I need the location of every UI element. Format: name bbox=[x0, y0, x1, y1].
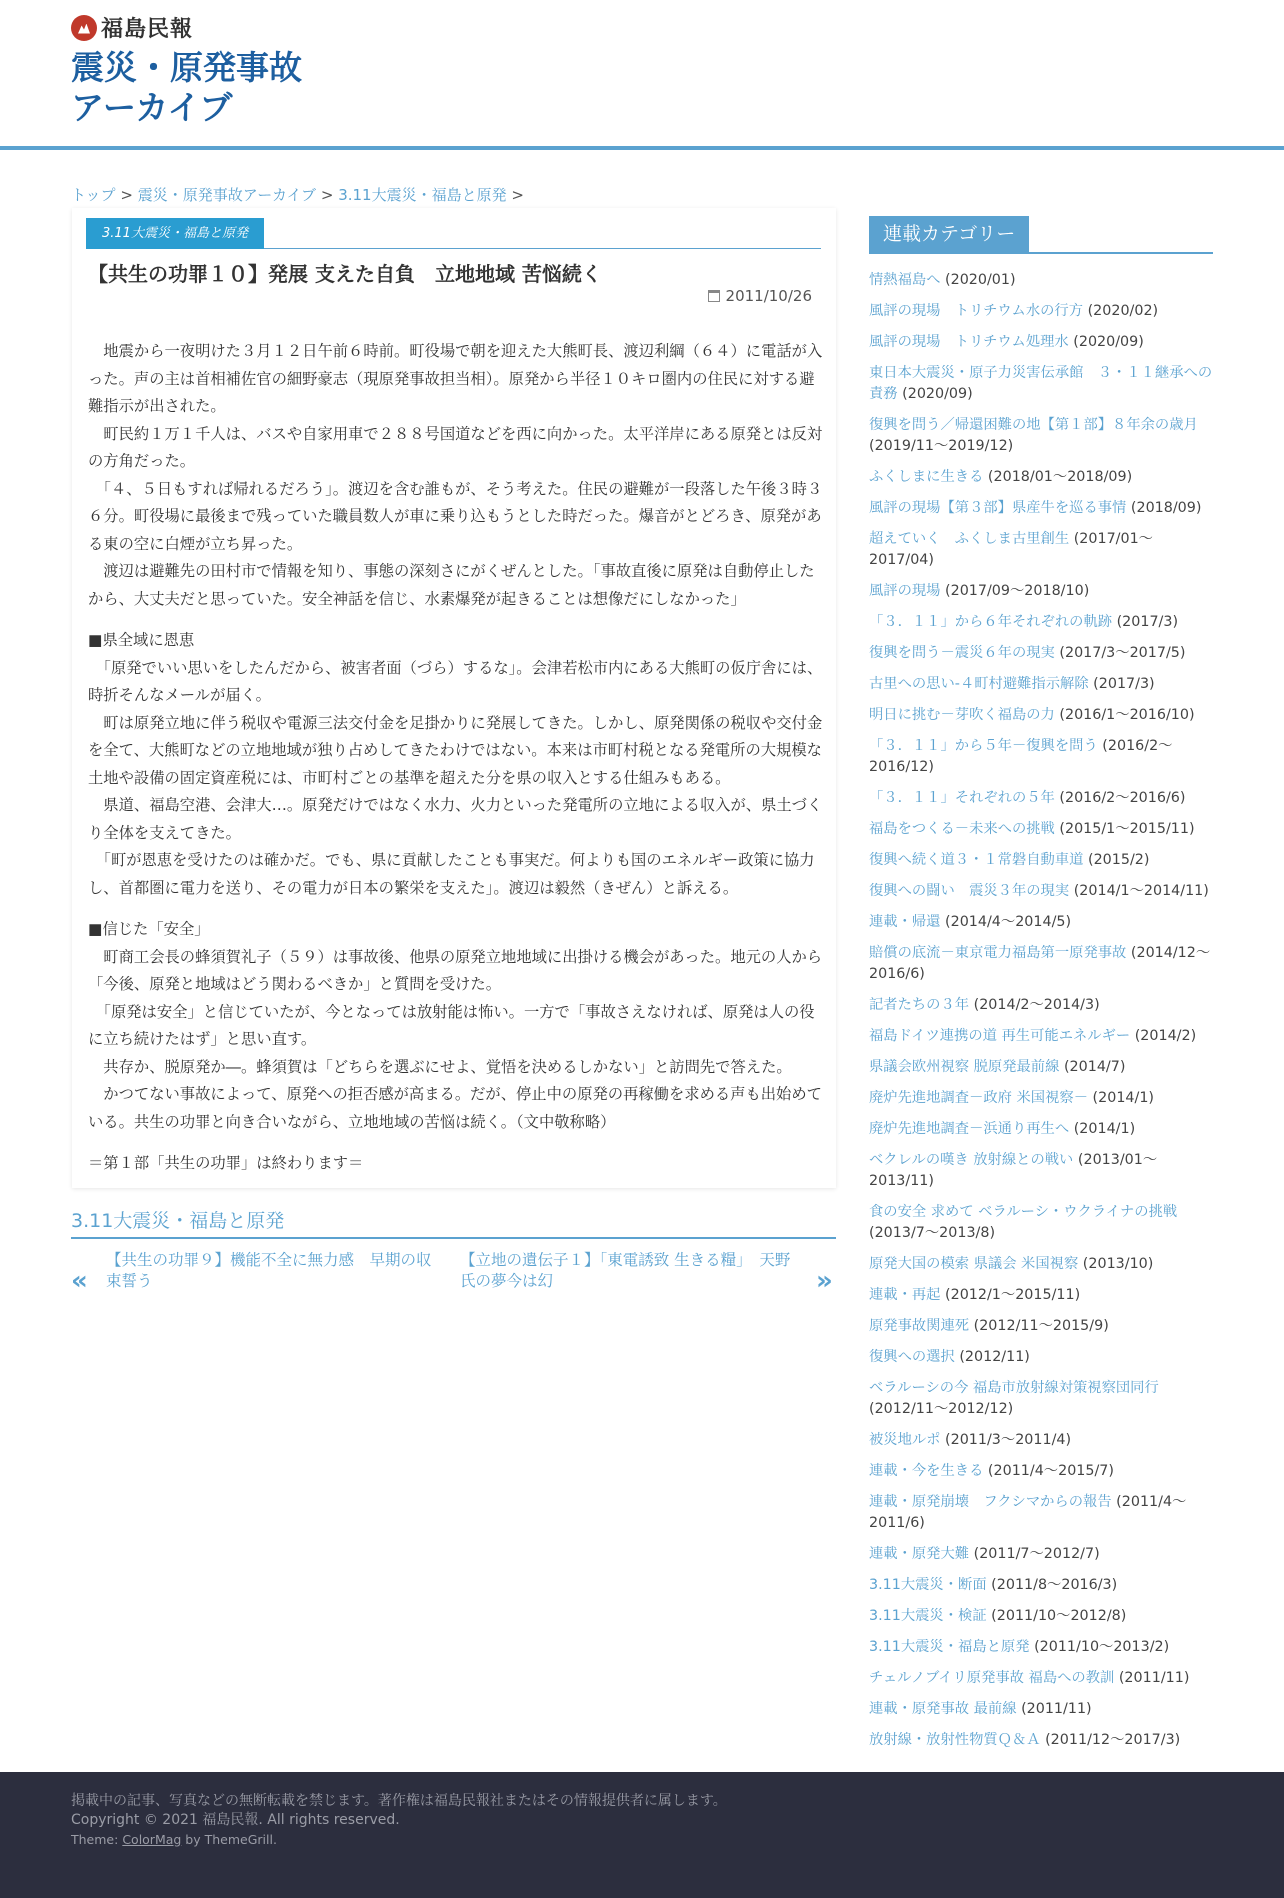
series-category-item bbox=[869, 1347, 1213, 1368]
series-category-item bbox=[869, 736, 1213, 778]
sidebar-heading-text: 連載カテゴリー bbox=[869, 216, 1029, 252]
series-category-link[interactable]: 風評の現場 トリチウム水の行方 bbox=[869, 303, 1084, 319]
series-category-item bbox=[869, 943, 1213, 985]
series-category-link[interactable]: 被災地ルポ bbox=[869, 1432, 941, 1448]
series-category-date-range: (2014/2) bbox=[1134, 1028, 1197, 1044]
related-category-heading: 3.11大震災・福島と原発 bbox=[71, 1206, 836, 1239]
series-category-item bbox=[869, 1575, 1213, 1596]
series-category-item bbox=[869, 498, 1213, 519]
calendar-icon bbox=[708, 290, 720, 302]
series-category-link[interactable]: 復興を問う－震災６年の現実 bbox=[869, 645, 1055, 661]
series-category-link[interactable]: ベクレルの嘆き 放射線との戦い bbox=[869, 1152, 1074, 1168]
series-category-link[interactable]: 超えていく ふくしま古里創生 bbox=[869, 531, 1070, 547]
series-category-date-range: (2020/01) bbox=[945, 272, 1016, 288]
series-category-date-range: (2011/12～2017/3) bbox=[1045, 1732, 1181, 1748]
sidebar-heading bbox=[869, 218, 1213, 254]
series-category-item bbox=[869, 705, 1213, 726]
series-category-link[interactable]: 連載・再起 bbox=[869, 1287, 941, 1303]
series-category-link[interactable]: 「３．１１」から５年－復興を問う bbox=[869, 738, 1098, 754]
breadcrumb-archive-link[interactable]: 震災・原発事故アーカイブ bbox=[137, 186, 317, 204]
series-category-date-range: (2012/11) bbox=[959, 1349, 1030, 1365]
series-category-link[interactable]: 福島をつくる－未来への挑戦 bbox=[869, 821, 1055, 837]
series-category-item bbox=[869, 881, 1213, 902]
series-category-link[interactable]: 連載・今を生きる bbox=[869, 1463, 984, 1479]
logo-text: 福島民報 bbox=[101, 16, 194, 42]
series-category-link[interactable]: 風評の現場 トリチウム処理水 bbox=[869, 334, 1069, 350]
breadcrumb-top-link[interactable]: トップ bbox=[71, 186, 116, 204]
site-title[interactable] bbox=[71, 48, 302, 128]
series-category-link[interactable]: 廃炉先進地調査－政府 米国視察－ bbox=[869, 1090, 1088, 1106]
series-category-date-range: (2011/4～2011/6) bbox=[869, 1494, 1187, 1531]
series-category-item bbox=[869, 415, 1213, 457]
series-category-item bbox=[869, 581, 1213, 602]
breadcrumb-separator: > bbox=[320, 186, 334, 204]
series-category-item bbox=[869, 1668, 1213, 1689]
series-category-link[interactable]: 復興を問う／帰還困難の地【第１部】８年余の歳月 bbox=[869, 417, 1198, 433]
previous-arrow-icon[interactable]: « bbox=[71, 1266, 88, 1296]
series-category-item bbox=[869, 1026, 1213, 1047]
series-category-date-range: (2014/1) bbox=[1073, 1121, 1136, 1137]
series-category-item bbox=[869, 1088, 1213, 1109]
series-category-date-range: (2013/7～2013/8) bbox=[869, 1225, 996, 1241]
breadcrumb-separator: > bbox=[511, 186, 524, 204]
series-category-link[interactable]: 賠償の底流－東京電力福島第一原発事故 bbox=[869, 945, 1127, 961]
series-category-date-range: (2012/1～2015/11) bbox=[945, 1287, 1081, 1303]
series-category-link[interactable]: 県議会欧州視察 脱原発最前線 bbox=[869, 1059, 1060, 1075]
theme-link[interactable]: ColorMag bbox=[122, 1832, 182, 1847]
breadcrumb bbox=[71, 184, 524, 205]
series-category-link[interactable]: 復興への選択 bbox=[869, 1349, 955, 1365]
series-category-date-range: (2015/1～2015/11) bbox=[1059, 821, 1195, 837]
article-date-text: 2011/10/26 bbox=[725, 287, 812, 305]
site-title-line1: 震災・原発事故 bbox=[71, 48, 302, 87]
site-logo[interactable] bbox=[71, 12, 193, 43]
series-category-link[interactable]: 東日本大震災・原子力災害伝承館 ３・１１継承への責務 bbox=[869, 365, 1213, 402]
series-category-item bbox=[869, 270, 1213, 291]
series-category-item bbox=[869, 1254, 1213, 1275]
series-category-link[interactable]: 記者たちの３年 bbox=[869, 997, 970, 1013]
series-category-date-range: (2019/11～2019/12) bbox=[869, 438, 1014, 454]
series-category-link[interactable]: 連載・原発崩壊 フクシマからの報告 bbox=[869, 1494, 1112, 1510]
article-paragraph: ＝第１部「共生の功罪」は終わります＝ bbox=[88, 1154, 364, 1172]
series-category-item bbox=[869, 995, 1213, 1016]
series-category-date-range: (2020/09) bbox=[1073, 334, 1144, 350]
series-category-date-range: (2012/11～2015/9) bbox=[973, 1318, 1109, 1334]
series-category-link[interactable]: 原発大国の模索 県議会 米国視察 bbox=[869, 1256, 1079, 1272]
previous-article-link[interactable]: 【共生の功罪９】機能不全に無力感 早期の収束誓う bbox=[106, 1251, 432, 1290]
footer-theme-suffix: by ThemeGrill. bbox=[181, 1832, 277, 1847]
series-category-item bbox=[869, 1637, 1213, 1658]
series-category-date-range: (2018/01～2018/09) bbox=[987, 469, 1133, 485]
series-category-date-range: (2014/1～2014/11) bbox=[1073, 883, 1209, 899]
series-category-date-range: (2011/11) bbox=[1021, 1701, 1092, 1717]
series-category-date-range: (2011/10～2012/8) bbox=[991, 1608, 1127, 1624]
series-category-item bbox=[869, 1430, 1213, 1451]
series-category-link[interactable]: 連載・帰還 bbox=[869, 914, 941, 930]
series-category-item bbox=[869, 1730, 1213, 1751]
series-category-link[interactable]: 3.11大震災・検証 bbox=[869, 1608, 987, 1624]
series-category-link[interactable]: 3.11大震災・福島と原発 bbox=[869, 1639, 1030, 1655]
series-category-date-range: (2018/09) bbox=[1130, 500, 1202, 516]
series-category-item bbox=[869, 674, 1213, 695]
series-category-date-range: (2014/4～2014/5) bbox=[945, 914, 1072, 930]
next-arrow-icon[interactable]: » bbox=[816, 1266, 833, 1296]
series-category-list bbox=[869, 270, 1213, 1751]
series-category-link[interactable]: チェルノブイリ原発事故 福島への教訓 bbox=[869, 1670, 1115, 1686]
series-category-item bbox=[869, 363, 1213, 405]
series-category-date-range: (2017/3) bbox=[1116, 614, 1179, 630]
series-category-date-range: (2020/09) bbox=[902, 386, 973, 402]
series-category-date-range: (2017/3～2017/5) bbox=[1059, 645, 1186, 661]
series-category-link[interactable]: 明日に挑む－芽吹く福島の力 bbox=[869, 707, 1055, 723]
series-category-link[interactable]: 原発事故関連死 bbox=[869, 1318, 970, 1334]
series-category-item bbox=[869, 1316, 1213, 1337]
series-category-date-range: (2011/10～2013/2) bbox=[1034, 1639, 1170, 1655]
series-category-date-range: (2011/8～2016/3) bbox=[991, 1577, 1118, 1593]
series-category-item bbox=[869, 819, 1213, 840]
series-category-link[interactable]: 連載・原発事故 最前線 bbox=[869, 1701, 1017, 1717]
series-category-date-range: (2011/11) bbox=[1118, 1670, 1190, 1686]
series-category-item bbox=[869, 850, 1213, 871]
series-category-item bbox=[869, 1057, 1213, 1078]
series-category-link[interactable]: 食の安全 求めて ベラルーシ・ウクライナの挑戦 bbox=[869, 1204, 1178, 1220]
breadcrumb-separator: > bbox=[120, 186, 133, 204]
footer-theme-credit bbox=[71, 1830, 727, 1849]
article-date bbox=[708, 287, 812, 305]
footer-theme-prefix: Theme: bbox=[71, 1832, 123, 1847]
series-category-item bbox=[869, 1202, 1213, 1244]
series-category-date-range: (2013/10) bbox=[1082, 1256, 1154, 1272]
series-category-item bbox=[869, 788, 1213, 809]
sidebar bbox=[869, 218, 1213, 1761]
series-category-date-range: (2011/4～2015/7) bbox=[987, 1463, 1114, 1479]
article-paragraph: 地震から一夜明けた３月１２日午前６時前。町役場で朝を迎えた大熊町長、渡辺利綱（６４）に電話が入った。声の主は首相補佐官の細野豪志（現原発事故担当相）。原発から半径１０キロ圏内の住民に対する避難指示が出された。 町民約１万１千人は、バスや自家用車で２８８号国道などを西に向かった。太平洋岸にある原発とは反対の方角だった。 「４、５日もすれば帰れるだろう」。渡辺を含む誰もが、そう考えた。住民の避難が一段落した午後３時３６分。町役場に最後まで残っていた職員数人が車に乗り込もうとした時だった。爆音がとどろき、原発がある東の空に白煙が立ち昇った。 渡辺は避難先の田村市で情報を知り、事態の深刻さにがくぜんとした。「事故直後に原発は自動停止したから、大丈夫だと思っていた。安全神話を信じ、水素爆発が起きることは想像だにしなかった」 bbox=[88, 342, 823, 608]
series-category-date-range: (2016/2～2016/6) bbox=[1059, 790, 1186, 806]
series-category-item bbox=[869, 467, 1213, 488]
series-category-item bbox=[869, 332, 1213, 353]
series-category-date-range: (2014/12～2016/6) bbox=[869, 945, 1211, 982]
next-article-link[interactable]: 【立地の遺伝子１】「東電誘致 生きる糧」 天野氏の夢今は幻 bbox=[460, 1251, 791, 1290]
series-category-date-range: (2013/01～2013/11) bbox=[869, 1152, 1158, 1189]
footer-notice: 掲載中の記事、写真などの無断転載を禁じます。著作権は福島民報社またはその情報提供者に属します。 bbox=[71, 1793, 727, 1809]
series-category-item bbox=[869, 301, 1213, 322]
series-category-link[interactable]: 廃炉先進地調査－浜通り再生へ bbox=[869, 1121, 1070, 1137]
series-category-item bbox=[869, 1461, 1213, 1482]
site-footer bbox=[0, 1772, 1284, 1898]
article-paragraph: ■信じた「安全」 町商工会長の蜂須賀礼子（５９）は事故後、他県の原発立地地域に出掛ける機会があった。地元の人から「今後、原発と地域はどう関わるべきか」と質問を受けた。 「原発は安全」と信じていたが、今となっては放射能は怖い。一方で「事故さえなければ、原発は人の役に立ち続けたはず」と思い直す。 共存か、脱原発か―。蜂須賀は「どちらを選ぶにせよ、覚悟を決めるしかない」と訪問先で答えた。 かつてない事故によって、原発への拒否感が高まる。だが、停止中の原発の再稼働を求める声も出始めている。共生の功罪と向き合いながら、立地地域の苦悩は続く。（文中敬称略） bbox=[88, 920, 823, 1131]
series-category-date-range: (2017/3) bbox=[1093, 676, 1155, 692]
series-category-item bbox=[869, 1699, 1213, 1720]
series-category-date-range: (2016/1～2016/10) bbox=[1059, 707, 1195, 723]
breadcrumb-category-link[interactable]: 3.11大震災・福島と原発 bbox=[338, 186, 507, 204]
series-category-item bbox=[869, 1285, 1213, 1306]
series-category-link[interactable]: ふくしまに生きる bbox=[869, 469, 984, 485]
series-category-link[interactable]: 復興への闘い 震災３年の現実 bbox=[869, 883, 1070, 899]
series-category-date-range: (2012/11～2012/12) bbox=[869, 1401, 1014, 1417]
series-category-date-range: (2017/01～2017/04) bbox=[869, 531, 1153, 568]
series-category-date-range: (2014/1) bbox=[1092, 1090, 1154, 1106]
series-category-item bbox=[869, 912, 1213, 933]
series-category-date-range: (2016/2～2016/12) bbox=[869, 738, 1173, 775]
series-category-date-range: (2014/7) bbox=[1063, 1059, 1126, 1075]
series-category-item bbox=[869, 643, 1213, 664]
series-category-link[interactable]: 3.11大震災・断面 bbox=[869, 1577, 987, 1593]
series-category-item bbox=[869, 529, 1213, 571]
series-category-link[interactable]: 古里への思い-４町村避難指示解除 bbox=[869, 676, 1089, 692]
series-category-link[interactable]: 情熱福島へ bbox=[869, 272, 941, 288]
series-category-link[interactable]: 「３．１１」から６年それぞれの軌跡 bbox=[869, 614, 1113, 630]
site-header bbox=[0, 0, 1284, 150]
series-category-item bbox=[869, 1119, 1213, 1140]
series-category-link[interactable]: 福島ドイツ連携の道 再生可能エネルギー bbox=[869, 1028, 1131, 1044]
article-body bbox=[88, 338, 825, 1192]
series-category-link[interactable]: 復興へ続く道３・１常磐自動車道 bbox=[869, 852, 1084, 868]
series-category-link[interactable]: 「３．１１」それぞれの５年 bbox=[869, 790, 1055, 806]
series-category-date-range: (2020/02) bbox=[1087, 303, 1159, 319]
series-category-date-range: (2015/2) bbox=[1088, 852, 1150, 868]
series-category-date-range: (2014/2～2014/3) bbox=[973, 997, 1100, 1013]
series-category-item bbox=[869, 612, 1213, 633]
series-category-link[interactable]: ベラルーシの今 福島市放射線対策視察団同行 bbox=[869, 1380, 1159, 1396]
series-category-date-range: (2017/09～2018/10) bbox=[945, 583, 1090, 599]
series-category-item bbox=[869, 1378, 1213, 1420]
series-category-link[interactable]: 放射線・放射性物質Ｑ＆Ａ bbox=[869, 1732, 1041, 1748]
series-category-item bbox=[869, 1150, 1213, 1192]
logo-mark-icon bbox=[71, 15, 97, 41]
series-category-link[interactable]: 風評の現場【第３部】県産牛を巡る事情 bbox=[869, 500, 1127, 516]
footer-copyright: Copyright © 2021 福島民報. All rights reserved. bbox=[71, 1812, 400, 1828]
site-title-line2: アーカイブ bbox=[71, 88, 233, 127]
series-category-item bbox=[869, 1544, 1213, 1565]
article-paragraph: ■県全域に恩恵 「原発でいい思いをしたんだから、被害者面（づら）するな」。会津若松市内にある大熊町の仮庁舎には、時折そんなメールが届く。 町は原発立地に伴う税収や電源三法交付金を足掛かりに発展してきた。しかし、原発関係の税収や交付金を全て、大熊町などの立地地域が独り占めしてきたわけではない。本来は市町村税となる発電所の大規模な土地や設備の固定資産税には、市町村ごとの基準を超えた分を県の収入とする仕組みもある。 県道、福島空港、会津大…。原発だけではなく水力、火力といった発電所の立地による収入が、県土づくり全体を支えてきた。 「町が恩恵を受けたのは確かだ。でも、県に貢献したことも事実だ。何よりも国のエネルギー政策に協力し、首都圏に電力を送り、その電力が日本の繁栄を支えた」。渡辺は毅然（きぜん）と訴える。 bbox=[88, 631, 823, 897]
article-title: 【共生の功罪１０】発展 支えた自負 立地地域 苦悩続く bbox=[88, 262, 602, 286]
series-category-link[interactable]: 連載・原発大難 bbox=[869, 1546, 970, 1562]
article-category-tag[interactable]: 3.11大震災・福島と原発 bbox=[86, 218, 264, 249]
series-category-item bbox=[869, 1606, 1213, 1627]
series-category-link[interactable]: 風評の現場 bbox=[869, 583, 941, 599]
series-category-date-range: (2011/7～2012/7) bbox=[973, 1546, 1100, 1562]
series-category-date-range: (2011/3～2011/4) bbox=[945, 1432, 1072, 1448]
series-category-item bbox=[869, 1492, 1213, 1534]
article-card bbox=[72, 208, 836, 1188]
